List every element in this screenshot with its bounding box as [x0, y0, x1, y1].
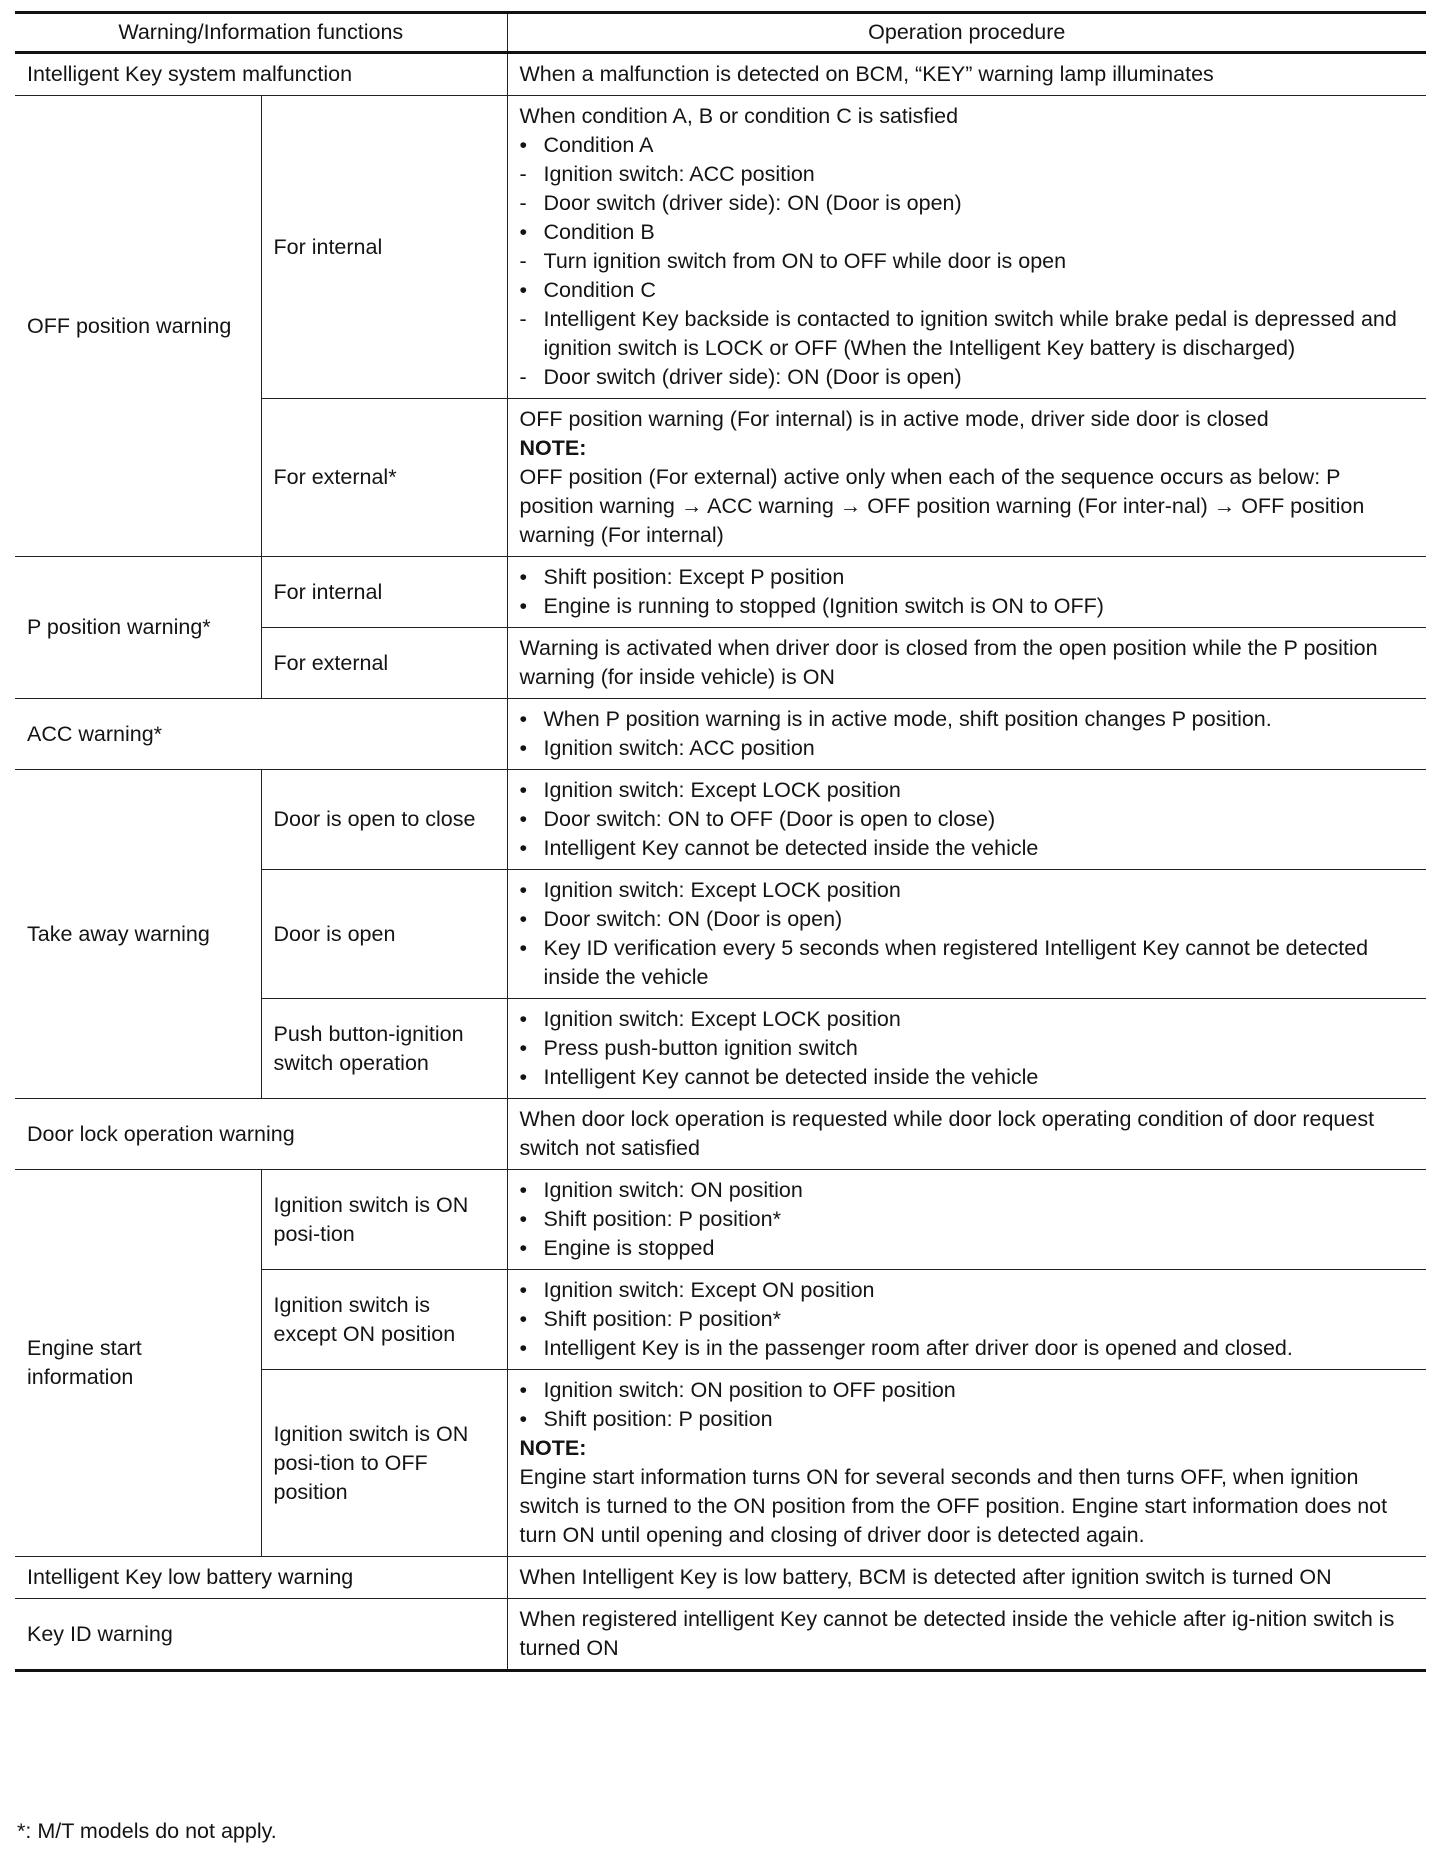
dash-item [520, 363, 1415, 392]
dash-icon: - [519, 162, 527, 186]
bullet-item [520, 876, 1415, 905]
function-name-cell: Key ID warning [15, 1599, 507, 1671]
procedure-cell [507, 1170, 1426, 1270]
bullet-item [520, 805, 1415, 834]
item-text: Shift position: P position* [543, 1307, 781, 1331]
table-header-row [15, 13, 1426, 53]
bullet-item [520, 1063, 1415, 1092]
procedure-text: When Intelligent Key is low battery, BCM is detected after ignition switch is turned ON [519, 1565, 1332, 1589]
bullet-icon: • [519, 1065, 528, 1089]
item-text: Intelligent Key cannot be detected inside the vehicle [543, 836, 1039, 860]
bullet-icon: • [519, 1236, 528, 1260]
procedure-cell [507, 1599, 1426, 1671]
function-name-cell: P position warning* [15, 557, 261, 699]
bullet-item [520, 1405, 1415, 1434]
item-text: Engine is stopped [543, 1236, 715, 1260]
item-text: When P position warning is in active mode, shift position changes P position. [543, 707, 1272, 731]
item-text: Door switch (driver side): ON (Door is open) [543, 365, 962, 389]
function-condition-cell: Push button-ignition switch operation [261, 999, 507, 1099]
bullet-icon: • [519, 778, 528, 802]
item-text: Turn ignition switch from ON to OFF while door is open [543, 249, 1067, 273]
item-text: Door switch (driver side): ON (Door is open) [543, 191, 962, 215]
item-text: Intelligent Key is in the passenger room after driver door is opened and closed. [543, 1336, 1293, 1360]
function-name-cell: OFF position warning [15, 96, 261, 557]
table-row [15, 53, 1426, 96]
item-text: Ignition switch: ACC position [543, 736, 815, 760]
procedure-text: OFF position (For external) active only when each of the sequence occurs as below: P position warning → ACC warning → OFF position warning (For inter-nal) → OFF position warning (For internal) [519, 465, 1365, 547]
bullet-item [520, 1205, 1415, 1234]
item-text: Ignition switch: Except LOCK position [543, 878, 901, 902]
procedure-cell [507, 1270, 1426, 1370]
warning-functions-table [15, 11, 1426, 1672]
bullet-icon: • [519, 1007, 528, 1031]
procedure-cell [507, 399, 1426, 557]
bullet-icon: • [519, 133, 528, 157]
procedure-text: Warning is activated when driver door is closed from the open position while the P position warning (for inside vehicle) is ON [519, 636, 1378, 689]
bullet-item [520, 734, 1415, 763]
item-text: Shift position: P position* [543, 1207, 781, 1231]
bullet-icon: • [519, 1278, 528, 1302]
table-row [15, 1599, 1426, 1671]
dash-icon: - [519, 307, 527, 331]
bullet-item [520, 131, 1415, 160]
procedure-cell [507, 999, 1426, 1099]
bullet-icon: • [519, 1378, 528, 1402]
item-text: Ignition switch: ON position to OFF position [543, 1378, 956, 1402]
footnote: *: M/T models do not apply. [17, 1819, 277, 1843]
item-text: Intelligent Key cannot be detected inside the vehicle [543, 1065, 1039, 1089]
procedure-cell [507, 1099, 1426, 1170]
bullet-icon: • [519, 836, 528, 860]
function-name-cell: Take away warning [15, 770, 261, 1099]
bullet-icon: • [519, 1207, 528, 1231]
item-text: Condition A [543, 133, 654, 157]
table-row [15, 770, 1426, 870]
table-row [15, 1170, 1426, 1270]
table-row [15, 557, 1426, 628]
function-condition-cell: For internal [261, 96, 507, 399]
function-name-cell: Intelligent Key system malfunction [15, 53, 507, 96]
procedure-cell [507, 557, 1426, 628]
item-text: Ignition switch: Except LOCK position [543, 1007, 901, 1031]
table-row [15, 1557, 1426, 1599]
bullet-icon: • [519, 1036, 528, 1060]
bullet-icon: • [519, 1178, 528, 1202]
bullet-icon: • [519, 736, 528, 760]
bullet-icon: • [519, 807, 528, 831]
procedure-text: When door lock operation is requested while door lock operating condition of door request switch not satisfied [519, 1107, 1375, 1160]
bullet-item [520, 218, 1415, 247]
bullet-item [520, 834, 1415, 863]
item-text: Condition C [543, 278, 656, 302]
item-text: Press push-button ignition switch [543, 1036, 858, 1060]
bullet-icon: • [519, 220, 528, 244]
function-name-cell: Door lock operation warning [15, 1099, 507, 1170]
item-text: Key ID verification every 5 seconds when registered Intelligent Key cannot be detected inside the vehicle [543, 936, 1369, 989]
bullet-item [520, 1276, 1415, 1305]
bullet-icon: • [519, 594, 528, 618]
procedure-text: Engine start information turns ON for several seconds and then turns OFF, when ignition switch is turned to the ON position from the OFF position. Engine start information does not turn ON until opening and closing of driver door is detected again. [519, 1465, 1388, 1547]
bullet-icon: • [519, 278, 528, 302]
bullet-item [520, 1334, 1415, 1363]
bullet-icon: • [519, 907, 528, 931]
item-text: Engine is running to stopped (Ignition switch is ON to OFF) [543, 594, 1104, 618]
function-condition-cell: Door is open to close [261, 770, 507, 870]
bullet-item [520, 905, 1415, 934]
table-row [15, 699, 1426, 770]
table-row [15, 1099, 1426, 1170]
bullet-item [520, 1376, 1415, 1405]
bullet-item [520, 592, 1415, 621]
bullet-item [520, 276, 1415, 305]
item-text: Door switch: ON to OFF (Door is open to close) [543, 807, 996, 831]
bullet-item [520, 563, 1415, 592]
bullet-icon: • [519, 936, 528, 960]
item-text: Condition B [543, 220, 655, 244]
function-name-cell: Intelligent Key low battery warning [15, 1557, 507, 1599]
procedure-cell [507, 870, 1426, 999]
bullet-item [520, 1034, 1415, 1063]
table-body [15, 53, 1426, 1671]
table-row [15, 96, 1426, 399]
dash-icon: - [519, 249, 527, 273]
procedure-cell [507, 1370, 1426, 1557]
dash-item [520, 247, 1415, 276]
header-functions: Warning/Information functions [15, 13, 507, 53]
function-condition-cell: Ignition switch is ON posi-tion [261, 1170, 507, 1270]
bullet-item [520, 1176, 1415, 1205]
bullet-icon: • [519, 565, 528, 589]
procedure-cell [507, 96, 1426, 399]
function-condition-cell: Ignition switch is ON posi-tion to OFF position [261, 1370, 507, 1557]
item-text: Shift position: Except P position [543, 565, 845, 589]
bullet-icon: • [519, 707, 528, 731]
note-label: NOTE: [519, 1436, 587, 1460]
bullet-item [520, 1234, 1415, 1263]
dash-item [520, 305, 1415, 363]
bullet-item [520, 934, 1415, 992]
item-text: Intelligent Key backside is contacted to ignition switch while brake pedal is depressed and ignition switch is LOCK or OFF (When the Intelligent Key battery is discharged) [543, 307, 1397, 360]
dash-item [520, 160, 1415, 189]
dash-item [520, 189, 1415, 218]
item-text: Door switch: ON (Door is open) [543, 907, 843, 931]
function-condition-cell: For external* [261, 399, 507, 557]
item-text: Ignition switch: ACC position [543, 162, 815, 186]
note-label: NOTE: [519, 436, 587, 460]
procedure-text: When registered intelligent Key cannot be detected inside the vehicle after ig-nition switch is turned ON [519, 1607, 1395, 1660]
dash-icon: - [519, 365, 527, 389]
procedure-cell [507, 770, 1426, 870]
procedure-text: OFF position warning (For internal) is in active mode, driver side door is closed [519, 407, 1269, 431]
header-procedure: Operation procedure [507, 13, 1426, 53]
procedure-cell [507, 53, 1426, 96]
procedure-text: When condition A, B or condition C is satisfied [519, 104, 959, 128]
function-condition-cell: For internal [261, 557, 507, 628]
bullet-item [520, 776, 1415, 805]
function-condition-cell: Ignition switch is except ON position [261, 1270, 507, 1370]
item-text: Ignition switch: Except LOCK position [543, 778, 901, 802]
item-text: Ignition switch: ON position [543, 1178, 803, 1202]
procedure-cell [507, 1557, 1426, 1599]
bullet-icon: • [519, 878, 528, 902]
bullet-item [520, 705, 1415, 734]
procedure-cell [507, 628, 1426, 699]
bullet-item [520, 1305, 1415, 1334]
function-name-cell: Engine start information [15, 1170, 261, 1557]
item-text: Shift position: P position [543, 1407, 773, 1431]
bullet-item [520, 1005, 1415, 1034]
procedure-text: When a malfunction is detected on BCM, “KEY” warning lamp illuminates [519, 62, 1214, 86]
bullet-icon: • [519, 1307, 528, 1331]
bullet-icon: • [519, 1336, 528, 1360]
item-text: Ignition switch: Except ON position [543, 1278, 875, 1302]
dash-icon: - [519, 191, 527, 215]
function-condition-cell: For external [261, 628, 507, 699]
procedure-cell [507, 699, 1426, 770]
function-name-cell: ACC warning* [15, 699, 507, 770]
bullet-icon: • [519, 1407, 528, 1431]
function-condition-cell: Door is open [261, 870, 507, 999]
